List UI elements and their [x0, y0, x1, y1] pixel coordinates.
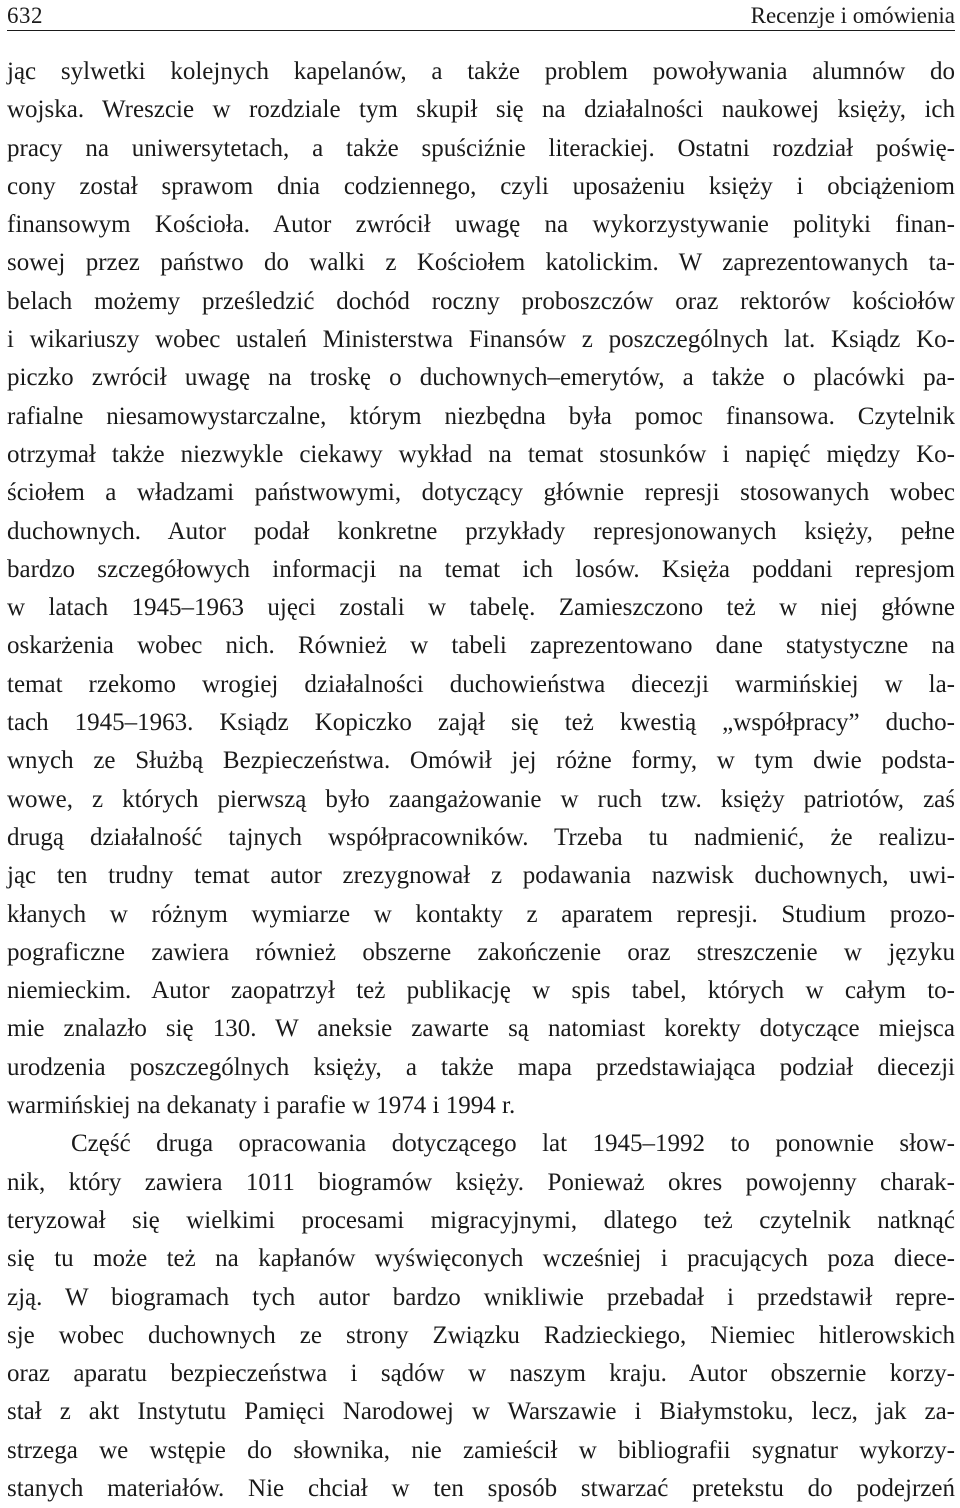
running-header — [7, 0, 955, 31]
text-line: oskarżenia wobec nich. Również w tabeli zaprezentowano dane statystyczne na — [7, 632, 955, 660]
text-line: i wikariuszy wobec ustaleń Ministerstwa Finansów z poszczególnych lat. Ksiądz Ko- — [7, 326, 955, 354]
text-line: pograficzne zawiera również obszerne zakończenie oraz streszczenie w języku — [7, 938, 955, 966]
text-line: niemieckim. Autor zaopatrzył też publikację w spis tabel, których w całym to- — [7, 977, 955, 1005]
text-line: sje wobec duchownych ze strony Związku Radzieckiego, Niemiec hitlerowskich — [7, 1321, 955, 1349]
text-line: mie znalazło się 130. W aneksie zawarte są natomiast korekty dotyczące miejsca — [7, 1015, 955, 1043]
text-line: w latach 1945–1963 ujęci zostali w tabelę. Zamieszczono też w niej główne — [7, 594, 955, 622]
text-line: duchownych. Autor podał konkretne przykłady represjonowanych księży, pełne — [7, 517, 955, 545]
text-line: się tu może też na kapłanów wyświęconych wcześniej i pracujących poza diece- — [7, 1245, 955, 1273]
text-line: oraz aparatu bezpieczeństwa i sądów w naszym kraju. Autor obszernie korzy- — [7, 1360, 955, 1388]
text-line: piczko zwrócił uwagę na troskę o duchownych–emerytów, a także o placówki pa- — [7, 364, 955, 392]
body-text — [7, 53, 955, 1508]
text-line: stanych materiałów. Nie chciał w ten sposób stwarzać pretekstu do podejrzeń — [7, 1474, 955, 1502]
text-line: strzega we wstępie do słownika, nie zamieścił w bibliografii sygnatur wykorzy- — [7, 1436, 955, 1464]
text-line: cony został sprawom dnia codziennego, czyli uposażeniu księży i obciążeniom — [7, 172, 955, 200]
text-line: belach możemy prześledzić dochód roczny proboszczów oraz rektorów kościołów — [7, 287, 955, 315]
text-line: ściołem a władzami państwowymi, dotyczący głównie represji stosowanych wobec — [7, 479, 955, 507]
text-line: teryzował się wielkimi procesami migracyjnymi, dlatego też czytelnik natknąć — [7, 1206, 955, 1234]
text-line: wojska. Wreszcie w rozdziale tym skupił się na działalności naukowej księży, ich — [7, 96, 955, 124]
text-line: zją. W biogramach tych autor bardzo wnikliwie przebadał i przedstawił repre- — [7, 1283, 955, 1311]
text-line: tach 1945–1963. Ksiądz Kopiczko zajął się też kwestią „współpracy” ducho- — [7, 709, 955, 737]
text-line: drugą działalność tajnych współpracowników. Trzeba tu nadmienić, że realizu- — [7, 823, 955, 851]
text-line: otrzymał także niezwykle ciekawy wykład na temat stosunków i napięć między Ko- — [7, 440, 955, 468]
text-line: kłanych w różnym wymiarze w kontakty z aparatem represji. Studium prozo- — [7, 900, 955, 928]
text-line: urodzenia poszczególnych księży, a także mapa przedstawiająca podział diecezji — [7, 1053, 955, 1081]
text-line: nik, który zawiera 1011 biogramów księży. Ponieważ okres powojenny charak- — [7, 1168, 955, 1196]
text-line: sowej przez państwo do walki z Kościołem katolickim. W zaprezentowanych ta- — [7, 249, 955, 277]
text-line: Część druga opracowania dotyczącego lat 1945–1992 to ponownie słow- — [71, 1130, 955, 1158]
page-number: 632 — [7, 3, 43, 28]
section-title: Recenzje i omówienia — [750, 3, 955, 28]
text-line: warmińskiej na dekanaty i parafie w 1974 i 1994 r. — [7, 1092, 516, 1120]
text-line: pracy na uniwersytetach, a także spuściźnie literackiej. Ostatni rozdział poświę- — [7, 134, 955, 162]
text-line: rafialne niesamowystarczalne, którym niezbędna była pomoc finansowa. Czytelnik — [7, 402, 955, 430]
text-line: jąc sylwetki kolejnych kapelanów, a także problem powoływania alumnów do — [7, 58, 955, 85]
text-line: stał z akt Instytutu Pamięci Narodowej w Warszawie i Białymstoku, lecz, jak za- — [7, 1398, 955, 1426]
text-line: wowe, z których pierwszą było zaangażowanie w ruch tzw. księży patriotów, zaś — [7, 785, 955, 813]
text-line: temat rzekomo wrogiej działalności duchowieństwa diecezji warmińskiej w la- — [7, 670, 955, 698]
paragraph — [7, 53, 955, 1125]
text-line: finansowym Kościoła. Autor zwrócił uwagę na wykorzystywanie polityki finan- — [7, 211, 955, 239]
text-line: bardzo szczegółowych informacji na temat ich losów. Księża poddani represjom — [7, 555, 955, 583]
text-line: wnych ze Służbą Bezpieczeństwa. Omówił jej różne formy, w tym dwie podsta- — [7, 747, 955, 775]
text-line: jąc ten trudny temat autor zrezygnował z podawania nazwisk duchownych, uwi- — [7, 862, 955, 890]
page — [7, 0, 955, 1508]
paragraph — [7, 1125, 955, 1508]
